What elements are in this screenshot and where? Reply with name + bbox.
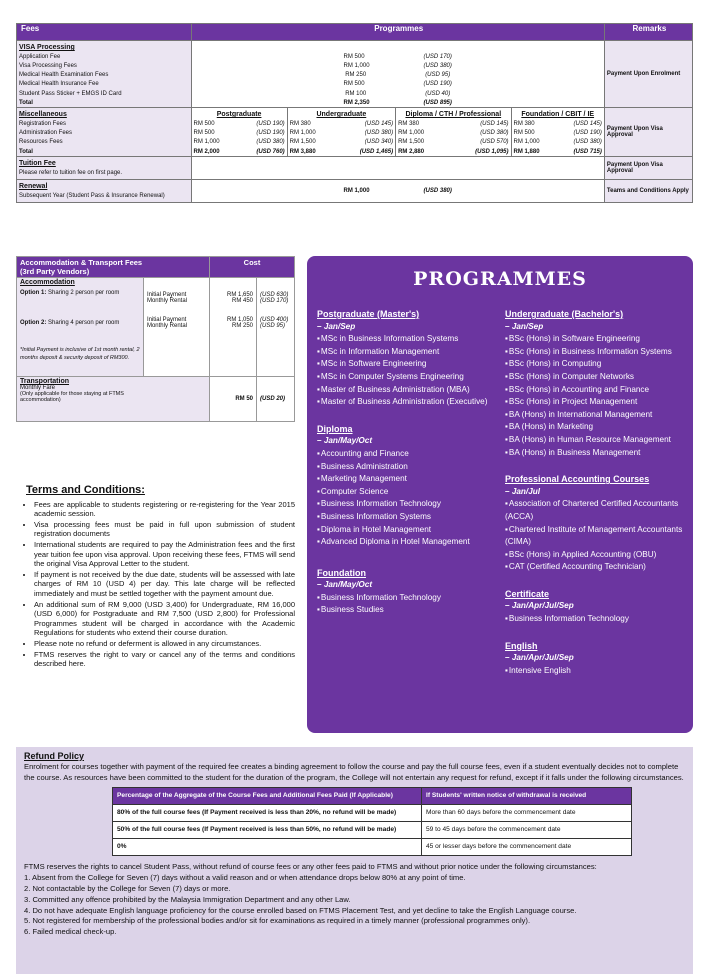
misc-rm: RM 380 (398, 121, 420, 128)
misc-group-foundation (511, 108, 604, 157)
visa-total-rm: RM 2,350 (343, 99, 370, 106)
programme-item: ▪ BA (Hons) in Marketing (505, 421, 690, 434)
visa-rm: RM 250 (345, 72, 367, 79)
remarks-header: Remarks (604, 24, 692, 41)
programme-item: ▪ Diploma in Hotel Management (317, 524, 502, 537)
accommodation-usd (257, 278, 295, 377)
visa-title: VISA Processing (19, 44, 75, 52)
terms-item: • An additional sum of RM 9,000 (USD 3,400) for Undergraduate, RM 16,000 (USD 6,000) for Postgraduate and RM 7,500 (USD 2,800) for Professional Programmes student will be charged in accordance with the Academic Regulations for students who extend their course duration. (34, 600, 295, 638)
programme-intake: – Jan/Sep (317, 321, 356, 331)
rm-value: RM 1,050 (226, 317, 253, 323)
programme-intake: – Jan/Apr/Jul/Sep (505, 601, 574, 611)
table-row (113, 822, 632, 839)
refund-table-header: Percentage of the Aggregate of the Course Fees and Additional Fees Paid (If Applicable) (113, 788, 422, 805)
usd-value: (USD 630) (260, 292, 289, 298)
refund-section (16, 747, 693, 974)
tuition-values (191, 157, 604, 180)
visa-rm: RM 100 (345, 90, 367, 97)
refund-list-item: 5. Not registered for membership of the professional bodies and/or sit for examinations as required in a timely manner (professional programmes only). (24, 916, 531, 926)
misc-group-name: Diploma / CTH / Professional (405, 111, 502, 119)
programme-item: ▪ BA (Hons) in International Management (505, 409, 690, 422)
misc-usd: (USD 145) (480, 121, 509, 128)
usd-value: (USD 95) (260, 323, 286, 329)
programme-group-heading: English (505, 640, 538, 651)
programme-item: ▪ Master of Business Administration (MBA) (317, 384, 502, 397)
misc-item-label: Resources Fees (19, 139, 63, 146)
programme-item: ▪ MSc in Software Engineering (317, 358, 502, 371)
refund-percentage: 0% (113, 839, 422, 856)
programme-item: ▪ BSc (Hons) in Computing (505, 358, 690, 371)
misc-total-rm: RM 1,880 (513, 148, 540, 155)
visa-rm: RM 1,000 (343, 62, 370, 69)
terms-list (16, 500, 295, 669)
programme-item: ▪ Master of Business Administration (Executive) (317, 396, 502, 409)
visa-usd: (USD 170) (423, 53, 452, 60)
misc-title: Miscellaneous (19, 111, 67, 119)
cost-header: Cost (210, 257, 295, 278)
refund-title: Refund Policy (24, 751, 85, 761)
misc-group-name: Foundation / CBIT / IE (521, 111, 595, 119)
programme-item: ▪ Computer Science (317, 486, 502, 499)
terms-title: Terms and Conditions: (26, 484, 145, 496)
refund-list-item: 3. Committed any offence prohibited by the Malaysia Immigration Department and any other Law. (24, 894, 351, 904)
refund-list-item: 1. Absent from the College for Seven (7) days without a valid reason and or when attendance drops below 80% at any point of time. (24, 873, 466, 883)
programme-group (317, 567, 502, 617)
programme-item: ▪ Accounting and Finance (317, 448, 502, 461)
programme-intake: – Jan/Apr/Jul/Sep (505, 653, 574, 663)
option1-desc: Sharing 2 person per room (48, 290, 120, 296)
programme-group (505, 588, 690, 626)
renewal-rm: RM 1,000 (343, 188, 370, 195)
misc-total-rm: RM 2,880 (398, 148, 425, 155)
refund-table (112, 787, 632, 856)
refund-list-item: 4. Do not have adequate English language proficiency for the course enrolled based on FTMS Placement Test, and yet decline to take the English Language course. (24, 905, 577, 915)
accommodation-table (16, 256, 295, 422)
misc-total-usd: (USD 715) (573, 148, 602, 155)
programme-intake: – Jan/Jul (505, 486, 541, 496)
accommodation-title: Accommodation (20, 279, 75, 286)
accommodation-note: *Initial Payment is inclusive of 1st month rental, 2 months deposit & security deposit of RM300. (20, 347, 140, 361)
transport-note: (Only applicable for those staying at FTMS accommodation) (20, 391, 124, 403)
programme-item: ▪ BSc (Hons) in Accounting and Finance (505, 384, 690, 397)
visa-remark: Payment Upon Enrolment (604, 41, 692, 108)
table-row (113, 805, 632, 822)
misc-usd: (USD 380) (256, 139, 285, 146)
option2-label: Option 2: (20, 320, 47, 326)
transport-rm: RM 50 (210, 377, 257, 422)
misc-usd: (USD 570) (480, 139, 509, 146)
programme-item: ▪ Advanced Diploma in Hotel Management (317, 536, 502, 549)
misc-usd: (USD 380) (480, 130, 509, 137)
programme-item: ▪ MSc in Business Information Systems (317, 333, 502, 346)
programme-group (505, 473, 690, 574)
option2-desc: Sharing 4 person per room (48, 320, 120, 326)
transport-labels (17, 377, 210, 422)
transport-usd: (USD 20) (257, 377, 295, 422)
misc-usd: (USD 190) (256, 121, 285, 128)
programme-group (505, 640, 690, 678)
usd-value: (USD 400) (260, 317, 289, 323)
programme-item: ▪ BA (Hons) in Business Management (505, 447, 690, 460)
terms-item: • International students are required to pay the Administration fees and the first year tuition fee upon visa approval. Upon receiving these fees, FTMS will send the original Visa Approval Letter to the student. (34, 540, 295, 569)
programme-group (505, 308, 690, 459)
misc-group-diploma (396, 108, 511, 157)
table-row (113, 839, 632, 856)
programme-group-heading: Certificate (505, 588, 550, 599)
tuition-title: Tuition Fee (19, 160, 56, 168)
misc-rm: RM 500 (193, 121, 215, 128)
misc-group-undergraduate (287, 108, 395, 157)
visa-rm: RM 500 (343, 53, 365, 60)
programme-item: ▪ Business Information Technology (317, 592, 502, 605)
programme-item: ▪ MSc in Computer Systems Engineering (317, 371, 502, 384)
misc-usd: (USD 380) (364, 130, 394, 137)
programme-item: ▪ BSc (Hons) in Applied Accounting (OBU) (505, 549, 690, 562)
refund-notice: 45 or lesser days before the commencement date (422, 839, 632, 856)
programmes-title: PROGRAMMES (413, 268, 587, 290)
option1-label: Option 1: (20, 290, 47, 296)
visa-item-label: Medical Health Examination Fees (19, 72, 109, 79)
programme-group-heading: Diploma (317, 423, 353, 434)
misc-labels (17, 108, 192, 157)
misc-group-name: Undergraduate (316, 111, 367, 119)
misc-total-usd: (USD 760) (256, 148, 285, 155)
programme-intake: – Jan/Sep (505, 321, 544, 331)
programme-group (317, 308, 502, 409)
misc-usd: (USD 340) (364, 139, 394, 146)
misc-group-postgraduate (191, 108, 287, 157)
tuition-note: Please refer to tuition fee on first page. (19, 170, 123, 177)
fees-table (16, 23, 693, 203)
visa-values (191, 41, 604, 108)
misc-total-usd: (USD 1,095) (475, 148, 509, 155)
programme-group-heading: Undergraduate (Bachelor's) (505, 309, 624, 319)
visa-labels (17, 41, 192, 108)
renewal-remark: Teams and Conditions Apply (604, 180, 692, 203)
programmes-panel (307, 256, 693, 733)
misc-total-label: Total (19, 148, 33, 155)
tuition-labels (17, 157, 192, 180)
usd-value: (USD 170) (260, 298, 289, 304)
renewal-labels (17, 180, 192, 203)
refund-notice: 59 to 45 days before the commencement date (422, 822, 632, 839)
refund-intro: Enrolment for courses together with payment of the required fee creates a binding agreement to follow the course and pay the full course fees, even if a student eventually decides not to complete the course. As resources have been committed to the student for the duration of the program, the College will not entertain any request for refund, except if it falls under the following circumstances. (24, 761, 684, 782)
terms-item: • FTMS reserves the right to vary or cancel any of the terms and conditions described here. (34, 650, 295, 669)
payment-label: Monthly Rental (146, 323, 187, 329)
accommodation-rm (210, 278, 257, 377)
misc-rm: RM 500 (193, 130, 215, 137)
fees-header: Fees (17, 24, 192, 41)
visa-usd: (USD 95) (425, 72, 451, 79)
programme-item: ▪ Intensive English (505, 665, 690, 678)
terms-item: • If payment is not received by the due date, students will be assessed with late charges of RM 10 (USD 4) per day. This late charge will be reflected immediately and must be settled together with the payment amount due. (34, 570, 295, 599)
programme-intake: – Jan/May/Oct (317, 580, 373, 590)
renewal-title: Renewal (19, 183, 48, 191)
accommodation-header (17, 257, 210, 278)
transport-title: Transportation (20, 378, 70, 385)
programme-item: ▪ CAT (Certified Accounting Technician) (505, 561, 690, 574)
tuition-remark: Payment Upon Visa Approval (604, 157, 692, 180)
refund-list-item: 2. Not contactable by the College for Seven (7) days or more. (24, 883, 231, 893)
terms-item: • Visa processing fees must be paid in full upon submission of student registration documents (34, 520, 295, 539)
refund-list-item: 6. Failed medical check-up. (24, 927, 117, 937)
misc-item-label: Registration Fees (19, 121, 67, 128)
misc-rm: RM 380 (289, 121, 311, 128)
terms-section (16, 486, 295, 670)
misc-rm: RM 1,000 (398, 130, 425, 137)
renewal-note: Subsequent Year (Student Pass & Insurance Renewal) (19, 193, 165, 200)
programme-item: ▪ BSc (Hons) in Business Information Systems (505, 346, 690, 359)
visa-item-label: Application Fee (19, 53, 61, 60)
programme-group-heading: Professional Accounting Courses (505, 474, 650, 485)
transport-label: Monthly Fare (20, 385, 56, 391)
visa-item-label: Visa Processing Fees (19, 62, 77, 69)
misc-group-name: Postgraduate (216, 111, 262, 119)
visa-total-usd: (USD 895) (423, 99, 452, 106)
misc-usd: (USD 145) (364, 121, 394, 128)
programme-item: ▪ BSc (Hons) in Computer Networks (505, 371, 690, 384)
rm-value: RM 1,650 (226, 292, 253, 298)
programme-item: ▪ BA (Hons) in Human Resource Management (505, 434, 690, 447)
rm-value: RM 250 (231, 323, 253, 329)
misc-usd: (USD 380) (573, 139, 602, 146)
terms-item: • Fees are applicable to students registering or re-registering for the Year 2015 academic session. (34, 500, 295, 519)
accommodation-header-text: Accommodation & Transport Fees (20, 258, 143, 267)
visa-usd: (USD 380) (423, 62, 452, 69)
refund-notice: More than 60 days before the commencement date (422, 805, 632, 822)
rm-value: RM 450 (231, 298, 253, 304)
visa-rm: RM 500 (343, 81, 365, 88)
misc-rm: RM 380 (513, 121, 535, 128)
misc-usd: (USD 145) (573, 121, 602, 128)
programmes-right-column (505, 308, 690, 677)
programme-item: ▪ Business Studies (317, 604, 502, 617)
programme-item: ▪ BSc (Hons) in Software Engineering (505, 333, 690, 346)
programme-item: ▪ Marketing Management (317, 473, 502, 486)
renewal-values (191, 180, 604, 203)
accommodation-payments (143, 278, 209, 377)
visa-usd: (USD 40) (425, 90, 451, 97)
misc-item-label: Administration Fees (19, 130, 73, 137)
programme-item: ▪ BSc (Hons) in Project Management (505, 396, 690, 409)
programme-item: ▪ Association of Chartered Certified Accountants (ACCA) (505, 498, 690, 523)
misc-remark: Payment Upon Visa Approval (604, 108, 692, 157)
misc-total-usd: (USD 1,465) (359, 148, 394, 155)
payment-label: Initial Payment (146, 292, 187, 298)
misc-rm: RM 1,000 (193, 139, 220, 146)
programme-item: ▪ Chartered Institute of Management Accountants (CIMA) (505, 524, 690, 549)
visa-total-label: Total (19, 99, 33, 106)
refund-percentage: 50% of the full course fees (If Payment received is less than 50%, no refund will be made) (113, 822, 422, 839)
accommodation-labels (17, 278, 144, 377)
visa-item-label: Student Pass Sticker + EMGS ID Card (19, 90, 122, 97)
programme-item: ▪ Business Administration (317, 461, 502, 474)
misc-rm: RM 1,000 (289, 130, 316, 137)
misc-rm: RM 1,500 (289, 139, 316, 146)
accommodation-header-sub: (3rd Party Vendors) (20, 267, 90, 276)
misc-total-rm: RM 2,000 (193, 148, 220, 155)
terms-item: • Please note no refund or deferment is allowed in any circumstances. (34, 639, 295, 649)
payment-label: Initial Payment (146, 317, 187, 323)
misc-rm: RM 500 (513, 130, 535, 137)
programme-group-heading: Foundation (317, 567, 366, 578)
refund-percentage: 80% of the full course fees (If Payment received is less than 20%, no refund will be made) (113, 805, 422, 822)
programmes-left-column (317, 308, 502, 617)
payment-label: Monthly Rental (146, 298, 187, 304)
renewal-usd: (USD 380) (423, 188, 452, 195)
programme-item: ▪ Business Information Technology (317, 498, 502, 511)
misc-total-rm: RM 3,880 (289, 148, 316, 155)
visa-usd: (USD 190) (423, 81, 452, 88)
misc-rm: RM 1,500 (398, 139, 425, 146)
refund-table-header: If Students' written notice of withdrawal is received (422, 788, 632, 805)
programmes-header: Programmes (191, 24, 604, 41)
misc-usd: (USD 190) (573, 130, 602, 137)
misc-rm: RM 1,000 (513, 139, 540, 146)
programme-item: ▪ Business Information Technology (505, 613, 690, 626)
visa-item-label: Medical Health Insurance Fee (19, 81, 99, 88)
programme-intake: – Jan/May/Oct (317, 436, 373, 446)
programme-item: ▪ MSc in Information Management (317, 346, 502, 359)
refund-outro: FTMS reserves the rights to cancel Student Pass, without refund of course fees or any other fees paid to FTMS and without prior notice under the following circumstances: (24, 862, 597, 872)
programme-group (317, 423, 502, 549)
programme-item: ▪ Business Information Systems (317, 511, 502, 524)
misc-usd: (USD 190) (256, 130, 285, 137)
programme-group-heading: Postgraduate (Master's) (317, 309, 420, 319)
